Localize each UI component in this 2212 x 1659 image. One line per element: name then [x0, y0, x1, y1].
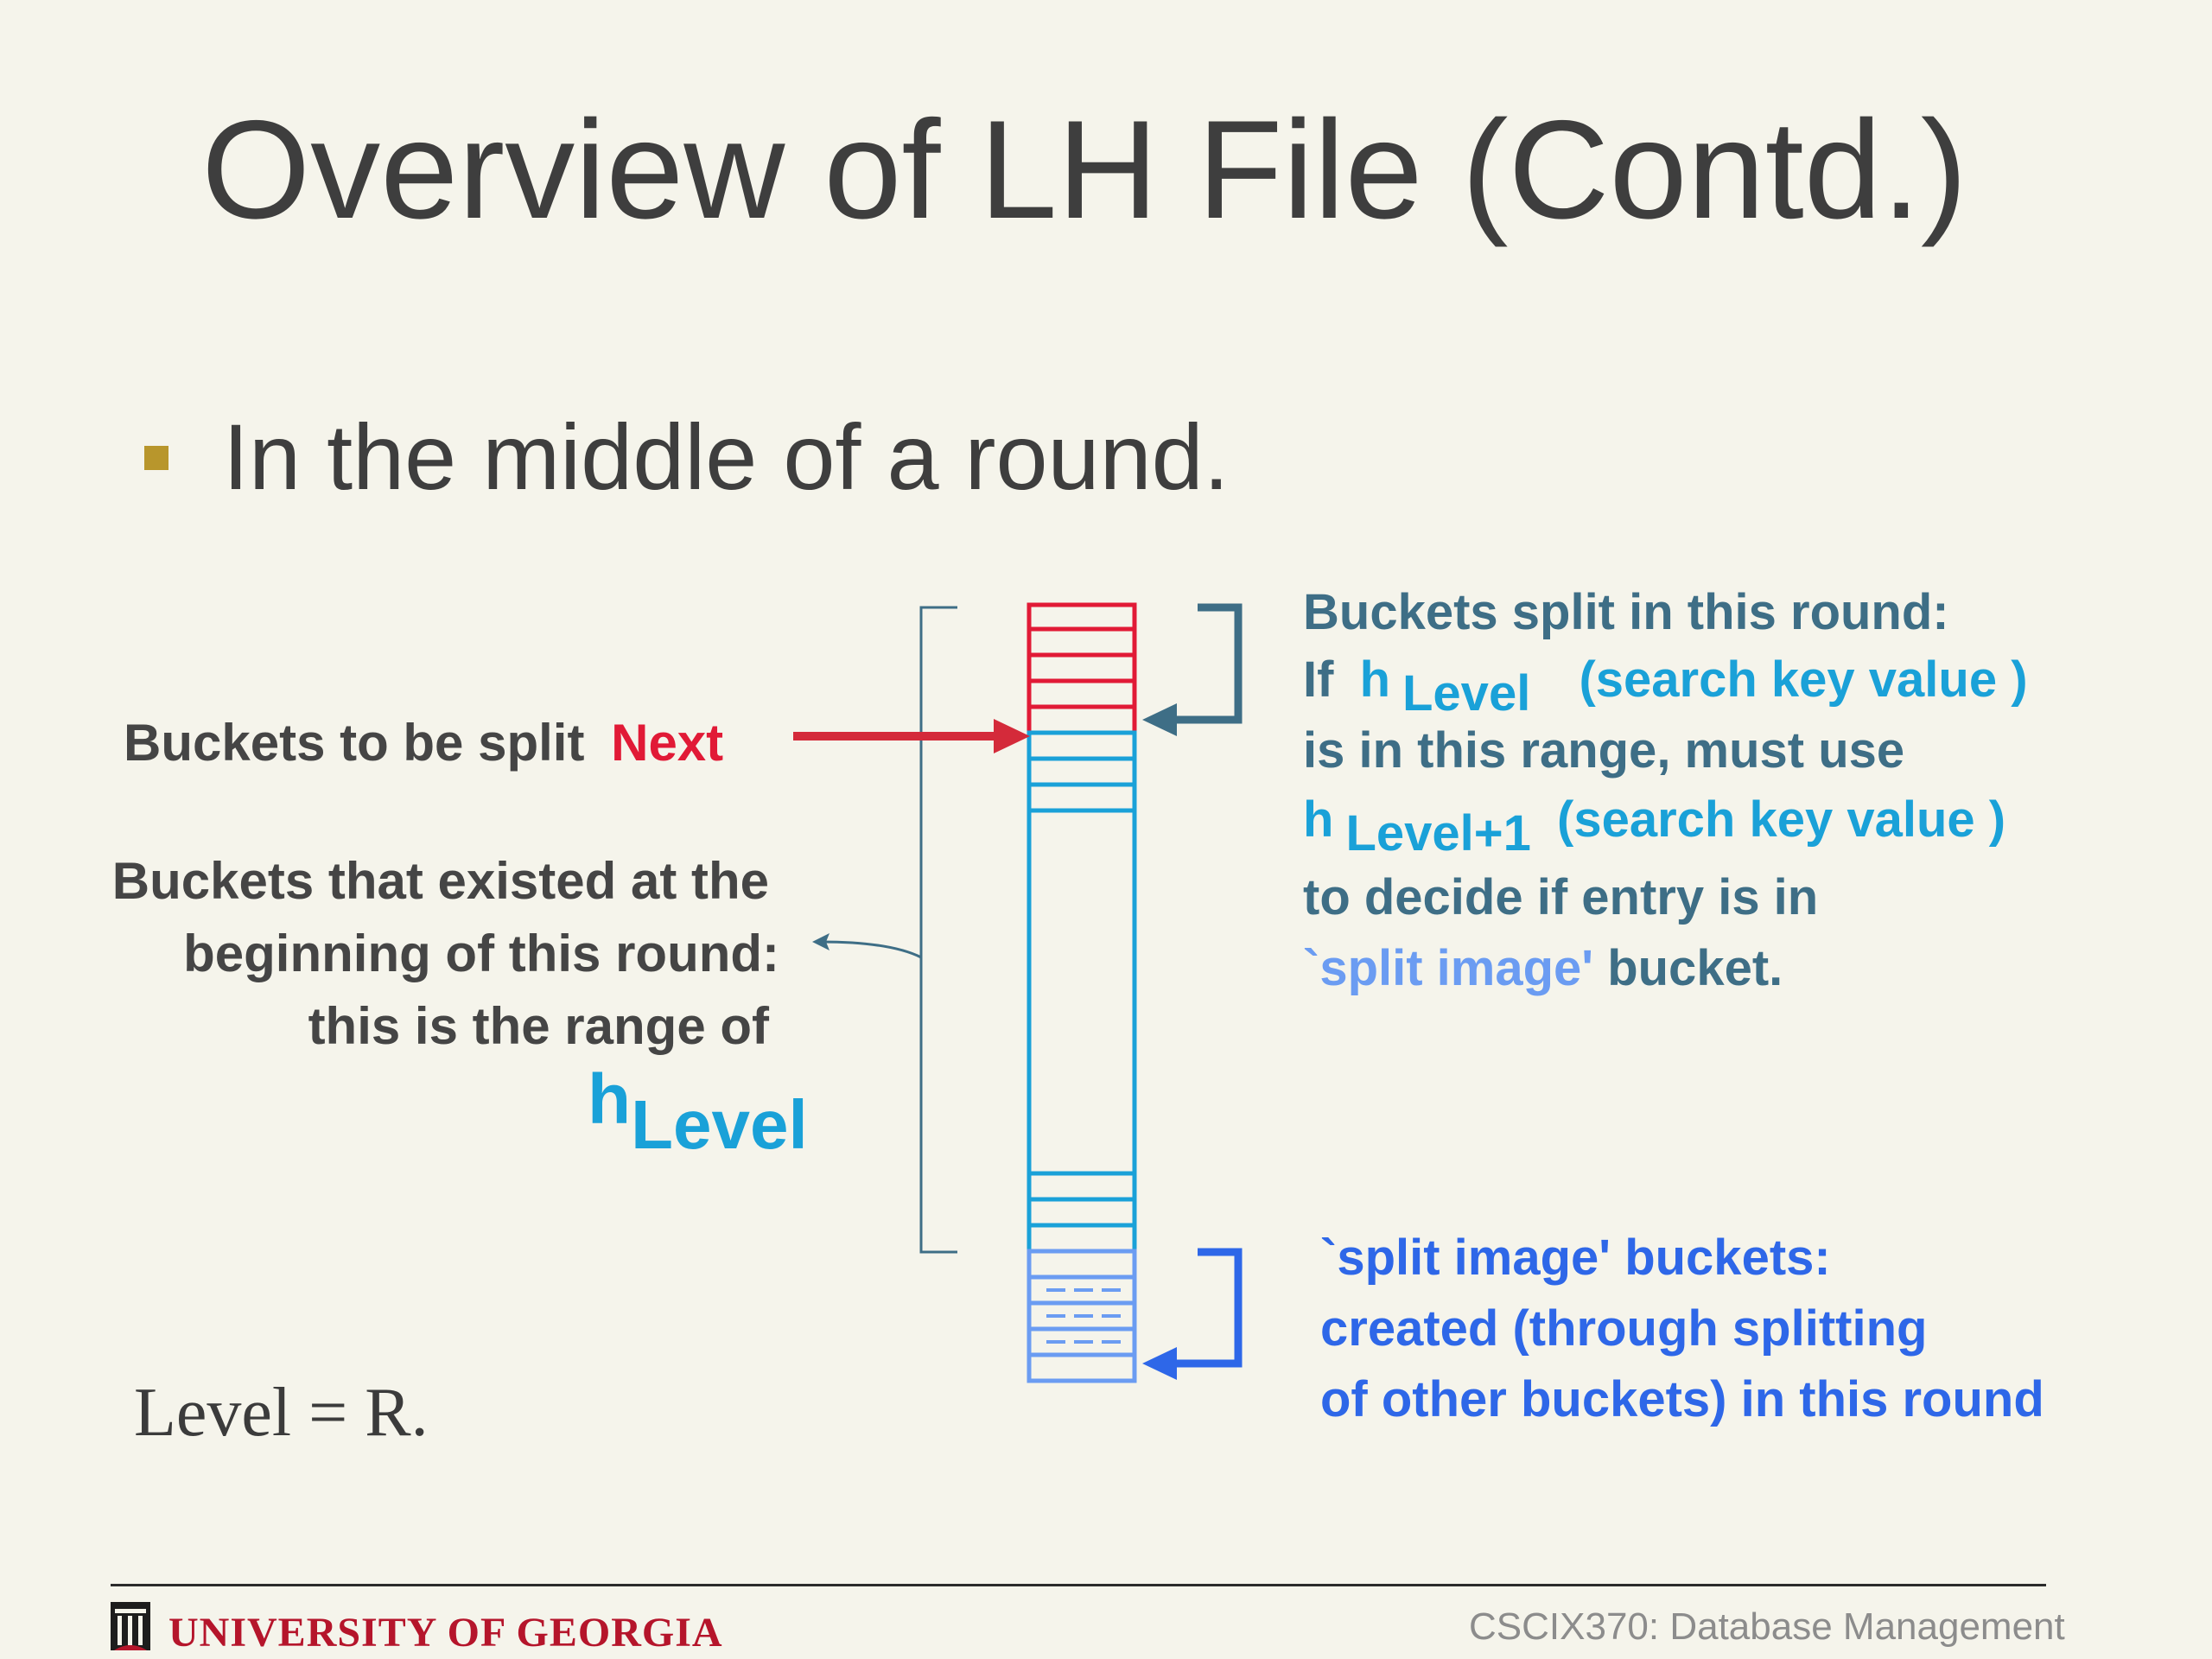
next-pointer-arrow [793, 719, 1030, 753]
split-image-term: `split image' [1303, 940, 1594, 996]
split-buckets [1029, 605, 1135, 733]
range-pointer-arrow [821, 942, 921, 957]
h-level-fn-arg: (search key value ) [1579, 652, 2028, 708]
bullet-text: In the middle of a round. [223, 404, 1230, 509]
h-level-fn-subscript: Level [1402, 665, 1531, 721]
split-round-line-2 [1303, 652, 2028, 721]
split-image-line-2: created (through splitting [1320, 1300, 1928, 1357]
h-level-label [588, 1060, 808, 1163]
level-equation: Level = R. [134, 1375, 429, 1451]
existed-line-1: Buckets that existed at the [111, 852, 769, 910]
course-name: CSCIX370: Database Management [1469, 1605, 2065, 1648]
next-label [124, 714, 724, 772]
split-image-buckets [1029, 1251, 1135, 1381]
existing-buckets [1029, 733, 1135, 1251]
h-level-subscript: Level [631, 1086, 808, 1163]
next-label-prefix: Buckets to be split [124, 714, 585, 772]
h-level-plus-1-arg: (search key value ) [1557, 791, 2006, 848]
split-image-line-3: of other buckets) in this round [1320, 1371, 2044, 1427]
split-round-line-4 [1303, 791, 2006, 861]
footer-divider [111, 1584, 2046, 1586]
range-bracket [921, 607, 957, 1252]
h-level-plus-1-fn: h [1303, 791, 1334, 848]
uga-arch-logo-icon [111, 1597, 150, 1654]
split-round-line-6 [1303, 940, 1783, 996]
split-image-bracket-arrow [1142, 1252, 1238, 1380]
h-level-fn: h [1359, 652, 1390, 708]
next-label-word: Next [611, 714, 724, 772]
h-level-letter: h [588, 1060, 632, 1139]
if-word: If [1303, 652, 1334, 708]
split-image-label [1320, 1223, 2044, 1435]
existed-label [52, 845, 779, 1063]
university-name: UNIVERSITY OF GEORGIA [168, 1610, 723, 1656]
existed-line-2: beginning of this round: [183, 925, 779, 982]
bucket-word: bucket. [1607, 940, 1783, 996]
split-round-line-3: is in this range, must use [1303, 722, 1905, 779]
split-image-line-1: `split image' buckets: [1320, 1230, 1831, 1286]
slide-title: Overview of LH File (Contd.) [201, 92, 1967, 248]
split-round-line-1: Buckets split in this round: [1303, 584, 1949, 640]
split-round-bracket-arrow [1142, 607, 1238, 736]
split-round-line-5: to decide if entry is in [1303, 869, 1819, 925]
existed-line-3: this is the range of [308, 997, 769, 1055]
h-level-plus-1-subscript: Level+1 [1345, 805, 1531, 861]
